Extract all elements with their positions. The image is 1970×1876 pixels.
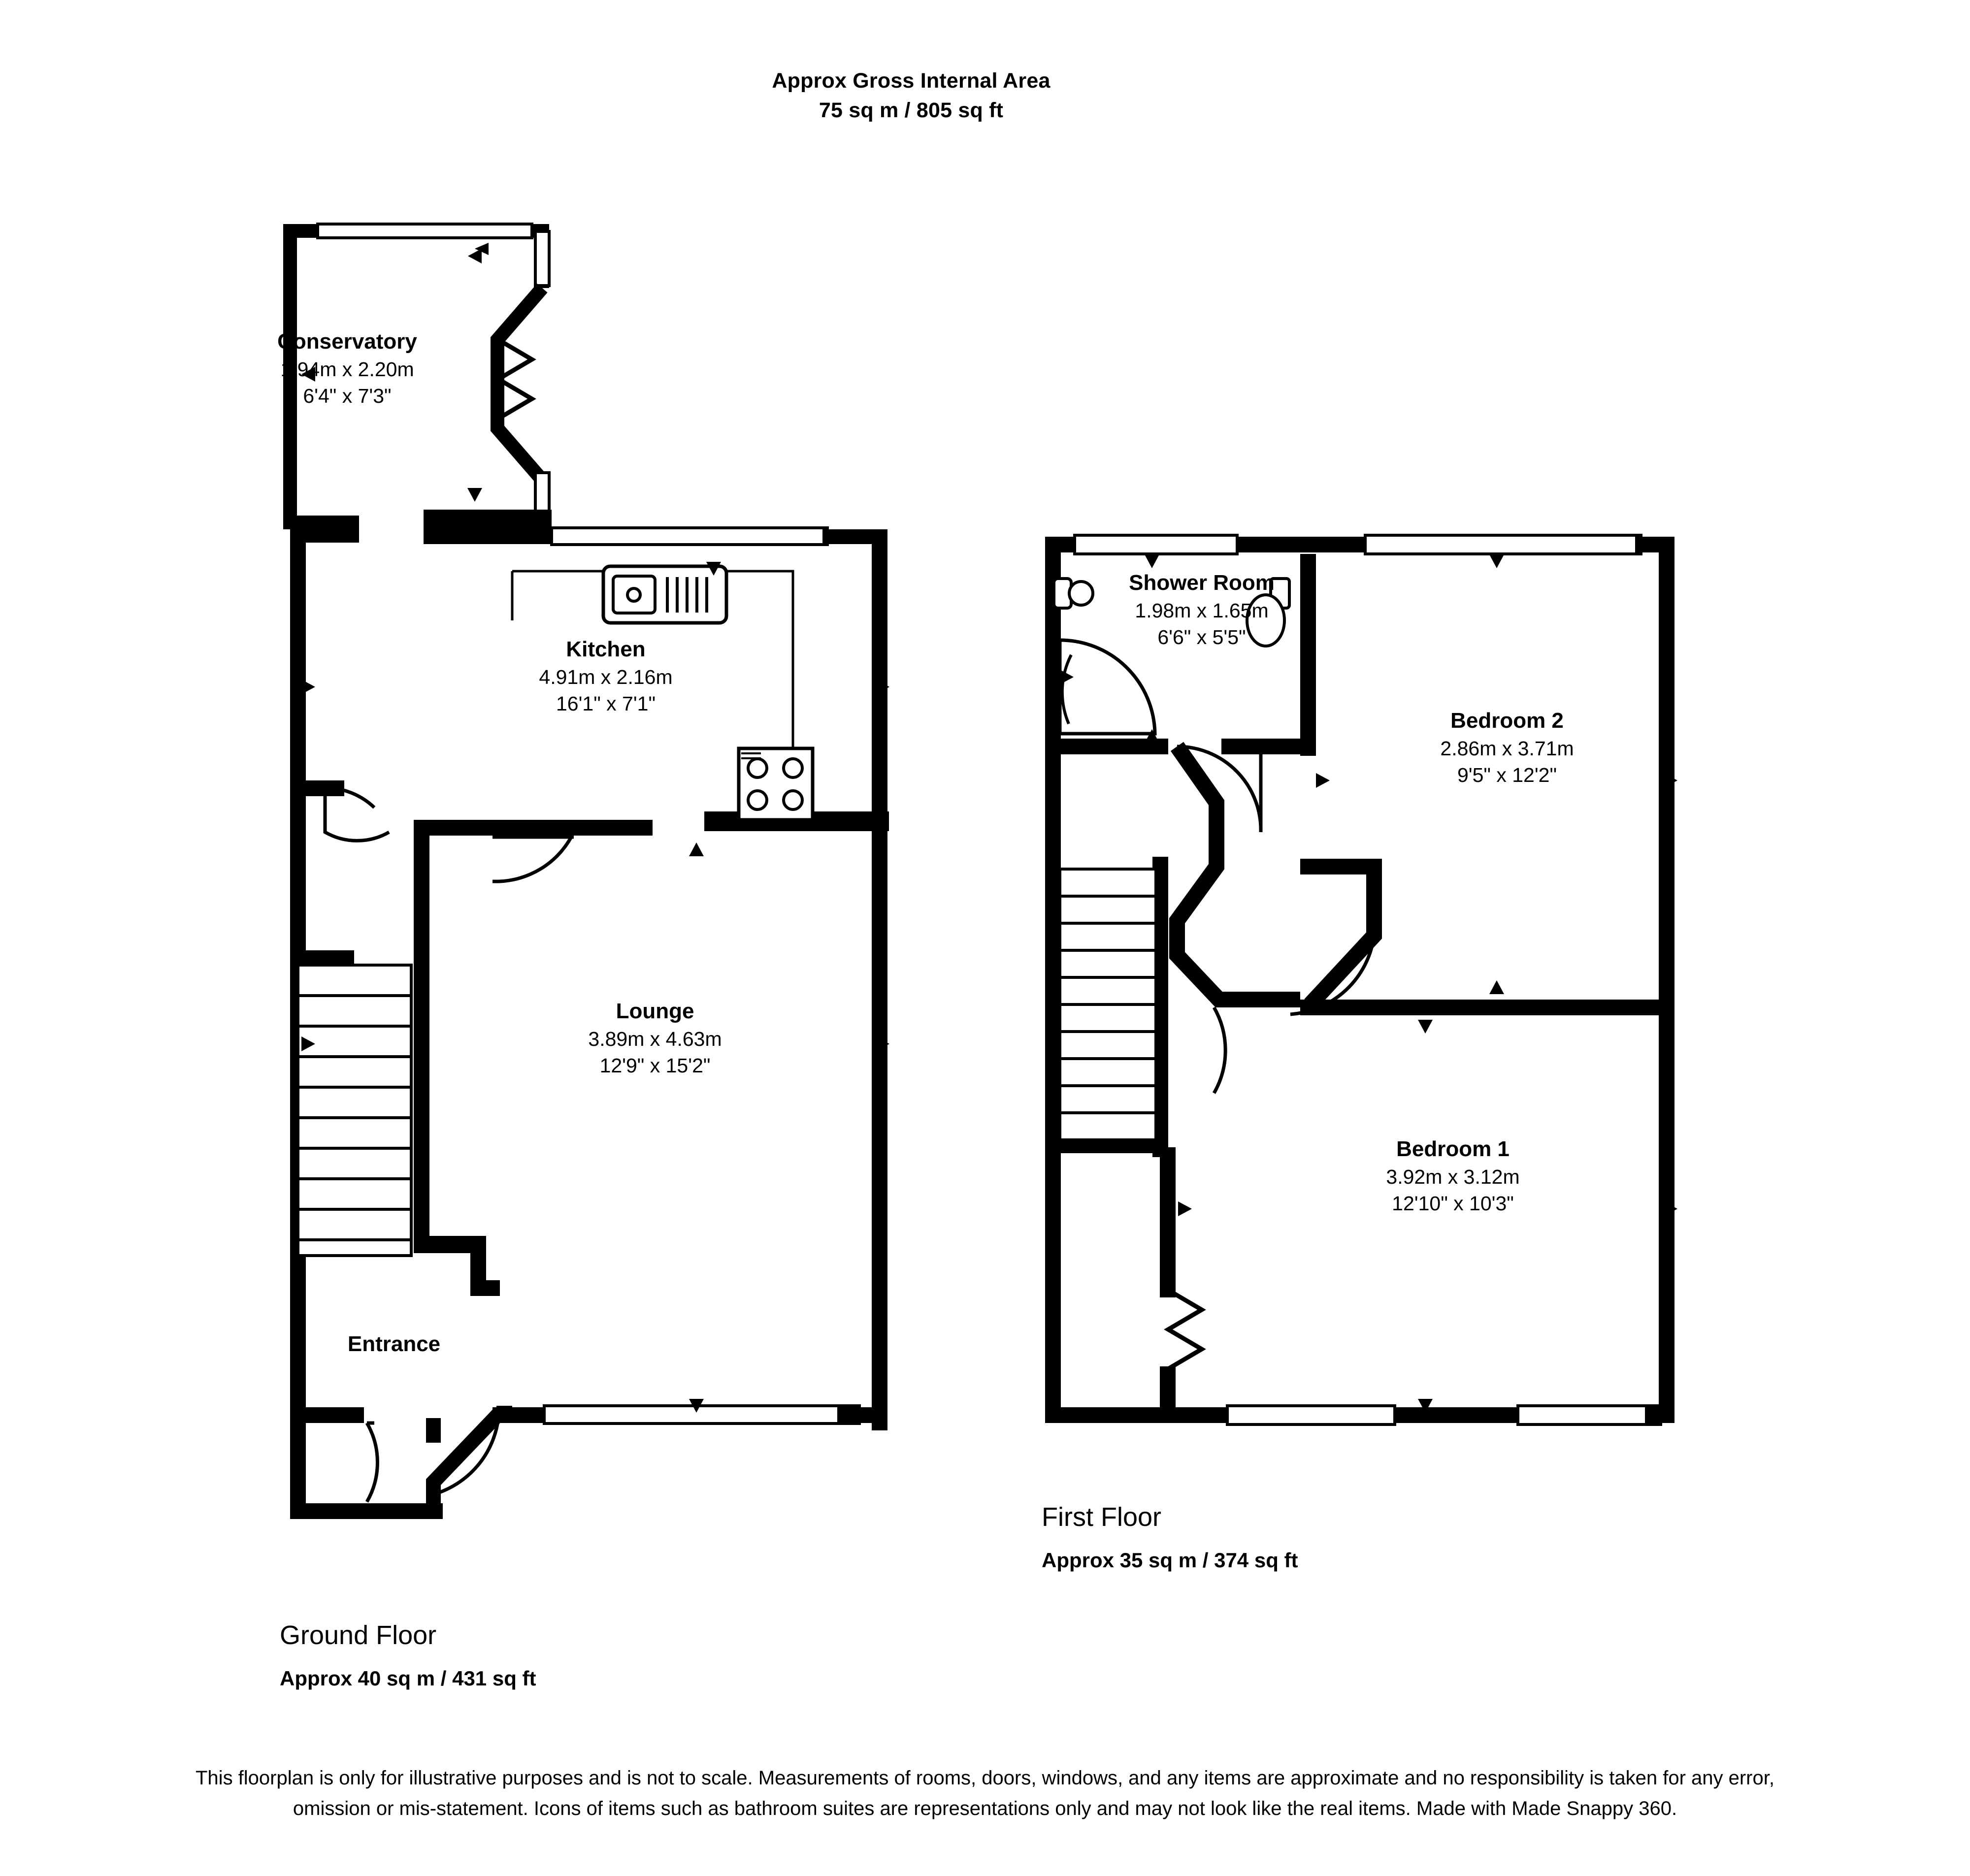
room-label-conservatory: [195, 327, 500, 409]
room-dim-metric: 4.91m x 2.16m: [539, 666, 673, 689]
hob-icon: [739, 748, 813, 820]
room-dim-metric: 3.92m x 3.12m: [1386, 1165, 1520, 1189]
room-label-entrance: Entrance: [347, 1332, 441, 1356]
gross-area-title: Approx Gross Internal Area: [772, 69, 1051, 93]
room-label-kitchen: [443, 635, 768, 717]
room-dim-metric: 2.86m x 3.71m: [1440, 737, 1574, 760]
sink-icon: [603, 566, 726, 623]
room-dim-imperial: 6'6" x 5'5": [1157, 626, 1246, 649]
ground-floor-plan: [283, 224, 889, 1519]
room-label-bedroom-1: [1285, 1135, 1620, 1217]
first-floor-title: First Floor: [1042, 1502, 1161, 1532]
room-name: Conservatory: [277, 329, 417, 354]
room-name: Shower Room: [1129, 571, 1275, 595]
room-dim-imperial: 12'10" x 10'3": [1392, 1192, 1514, 1215]
room-dim-metric: 1.98m x 1.65m: [1135, 599, 1269, 622]
room-name: Bedroom 2: [1450, 709, 1564, 733]
disclaimer-text: This floorplan is only for illustrative purposes and is not to scale. Measurements of rooms, doors, windows, and any items are approximate and no responsibility is taken for any error, omission or mis-statement. Icons of items such as bathroom suites are representations only and may not look like the real items. Made with Made Snappy 360.: [196, 1767, 1774, 1819]
room-dim-imperial: 12'9" x 15'2": [599, 1054, 711, 1077]
room-dim-imperial: 9'5" x 12'2": [1457, 764, 1557, 787]
room-name: Bedroom 1: [1396, 1137, 1510, 1161]
room-name: Kitchen: [566, 637, 646, 661]
room-name: Lounge: [616, 999, 694, 1023]
room-dim-imperial: 6'4" x 7'3": [303, 385, 392, 408]
first-floor-plan: [1045, 535, 1677, 1424]
room-dim-imperial: 16'1" x 7'1": [556, 692, 656, 715]
ground-floor-title: Ground Floor: [280, 1620, 437, 1650]
first-floor-door-swings: [1160, 746, 1374, 1411]
ground-floor-area: Approx 40 sq m / 431 sq ft: [280, 1667, 536, 1690]
ground-staircase: [298, 965, 411, 1256]
room-dim-metric: 1.94m x 2.20m: [280, 358, 414, 381]
room-dim-metric: 3.89m x 4.63m: [588, 1028, 722, 1051]
room-label-shower-room: [1029, 569, 1374, 650]
room-label-lounge: [502, 997, 808, 1079]
first-floor-staircase: [1060, 869, 1156, 1140]
gross-area-value: 75 sq m / 805 sq ft: [819, 98, 1004, 122]
first-floor-area: Approx 35 sq m / 374 sq ft: [1042, 1549, 1298, 1572]
room-label-bedroom-2: [1340, 707, 1674, 788]
